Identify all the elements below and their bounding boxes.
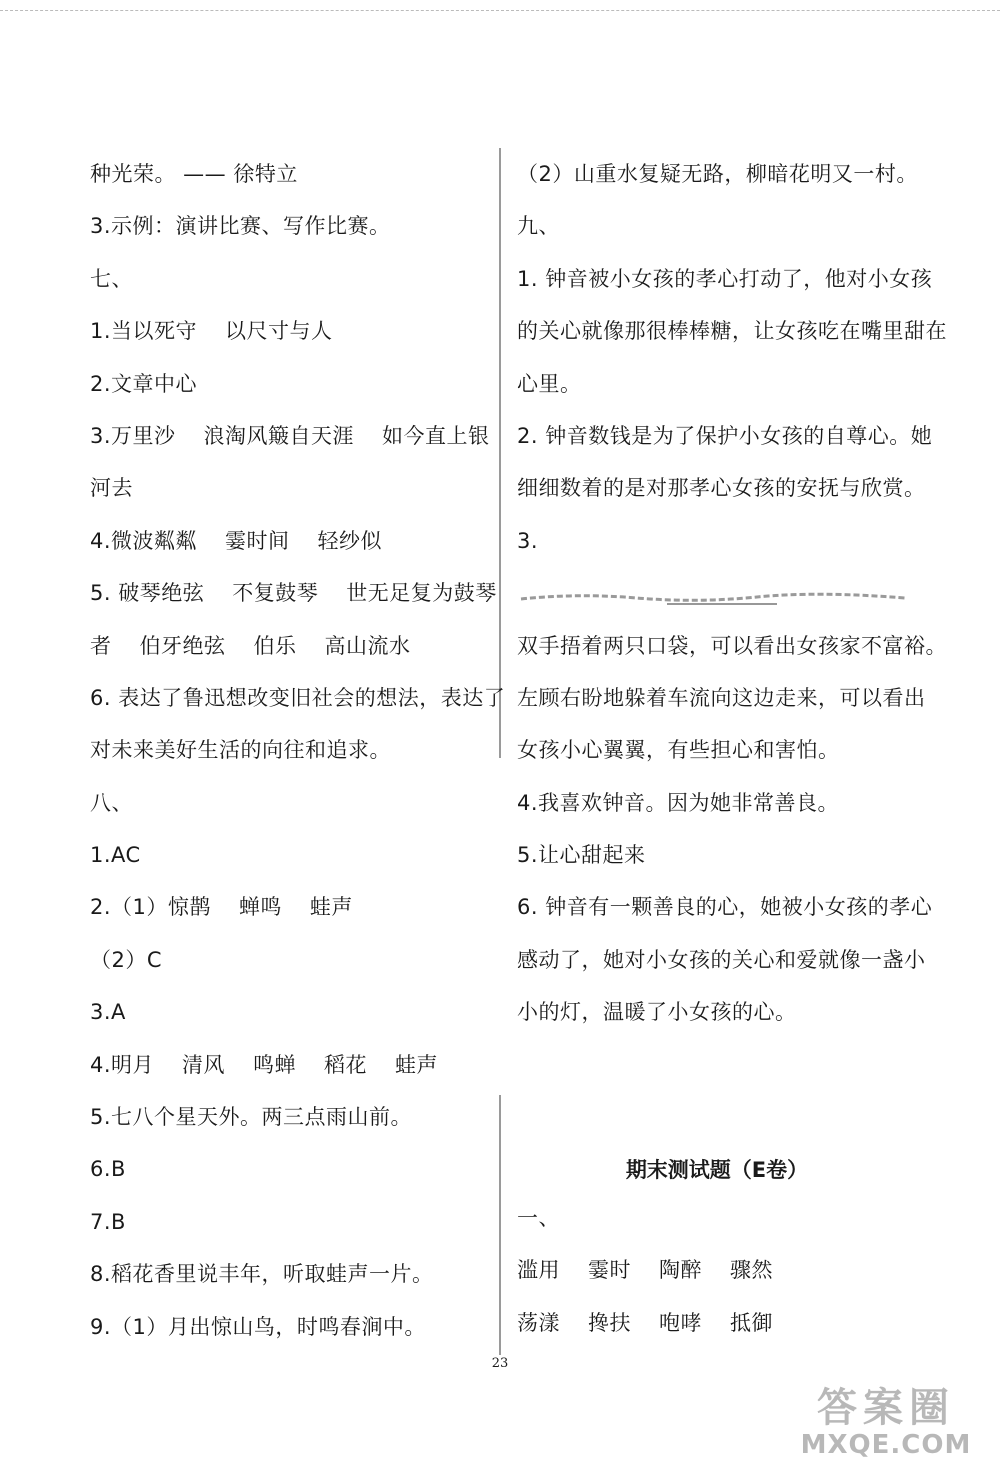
page-number: 23: [491, 1356, 509, 1371]
answer-text: （2）C: [90, 947, 163, 972]
answer-line: [90, 466, 490, 518]
answer-text: 女孩小心翼翼，有些担心和害怕。: [517, 738, 840, 763]
answer-text: 八、: [90, 790, 133, 815]
answer-line: [90, 257, 490, 309]
answer-text: 如今直上银: [382, 423, 490, 448]
answer-text: 滥用: [517, 1258, 560, 1283]
column-divider-upper: [499, 148, 501, 758]
answer-line: [90, 204, 490, 256]
answer-text: 4.我喜欢钟音。因为她非常善良。: [517, 790, 840, 815]
answer-line: [90, 309, 490, 361]
answer-text: 轻纱似: [317, 528, 383, 553]
answer-line: [90, 781, 490, 833]
answer-text: 3.万里沙: [90, 423, 176, 448]
answer-text: 左顾右盼地躲着车流向这边走来，可以看出: [517, 685, 926, 710]
answer-line: [90, 1200, 490, 1252]
answer-text: 心里。: [517, 371, 582, 396]
answer-text: 6. 表达了鲁迅想改变旧社会的想法，表达了: [90, 685, 506, 710]
answer-text: 2.文章中心: [90, 371, 198, 396]
answer-text: 抵御: [730, 1310, 773, 1335]
section-title: 期末测试题（E卷）: [625, 1158, 809, 1182]
answer-line: [90, 1147, 490, 1199]
answer-text: 陶醉: [659, 1258, 702, 1283]
answer-text: 6.B: [90, 1157, 126, 1182]
answer-line: [90, 519, 490, 571]
answer-line: [517, 257, 933, 309]
answer-text: 伯乐: [253, 633, 297, 658]
top-dashed-border: [0, 10, 1000, 11]
answer-text: 3.: [517, 528, 539, 553]
answer-text: 霎时: [588, 1258, 631, 1283]
handwritten-excerpt-scan: [517, 571, 917, 623]
answer-text: 霎时间: [225, 528, 290, 553]
answer-line: [90, 885, 490, 937]
answer-text: 以尺寸与人: [225, 319, 333, 344]
answer-text: 世无足复为鼓琴: [346, 581, 497, 606]
answer-line: [517, 990, 917, 1042]
answer-text: 8.稻花香里说丰年，听取蛙声一片。: [90, 1262, 434, 1287]
answer-text: 浪淘风簸自天涯: [203, 423, 355, 448]
answer-text: 搀扶: [588, 1310, 631, 1335]
answer-text: 1.AC: [90, 843, 141, 868]
answer-line: [517, 152, 917, 204]
answer-text: 河去: [90, 476, 133, 501]
answer-line: [517, 833, 917, 885]
answer-text: 种光荣。 —— 徐特立: [90, 162, 298, 186]
answer-line: [517, 309, 947, 361]
column-divider-lower: [499, 1095, 501, 1355]
answer-text: 4.明月: [90, 1052, 155, 1077]
answer-text: 咆哮: [659, 1310, 702, 1335]
answer-line: [90, 1043, 490, 1095]
right-column: [517, 152, 947, 1043]
answer-text: 高山流水: [324, 633, 411, 658]
answer-line: [90, 833, 490, 885]
answer-text: 4.微波粼粼: [90, 528, 198, 553]
watermark-title: 答案圈: [817, 1385, 955, 1431]
exam-answers-section-1: [517, 1196, 917, 1353]
answer-line: [517, 781, 917, 833]
answer-line: [90, 152, 490, 204]
watermark-url: MXQE.COM: [800, 1430, 972, 1460]
answer-text: 5.让心甜起来: [517, 843, 646, 868]
answer-line: [90, 938, 490, 990]
answer-line: [517, 362, 917, 414]
answer-text: 者: [90, 633, 112, 658]
answer-line: [90, 1095, 490, 1147]
answer-text: 不复鼓琴: [232, 581, 319, 606]
answer-text: （2）山重水复疑无路，柳暗花明又一村。: [517, 162, 918, 186]
answer-line: [90, 571, 497, 623]
answer-line: [90, 414, 490, 466]
answer-line: [90, 362, 490, 414]
answer-line: [90, 624, 490, 676]
answer-line: [90, 728, 490, 780]
answer-line: [90, 676, 506, 728]
answer-text: 双手捂着两只口袋，可以看出女孩家不富裕。: [517, 633, 947, 658]
answer-text: 荡漾: [517, 1310, 560, 1335]
answer-text: 9.（1）月出惊山鸟，时鸣春涧中。: [90, 1314, 426, 1339]
answer-line: [517, 676, 926, 728]
answer-text: 2. 钟音数钱是为了保护小女孩的自尊心。她: [517, 423, 933, 448]
answer-text: 伯牙绝弦: [139, 633, 226, 658]
watermark-logo: [786, 1386, 986, 1460]
answer-text: 5. 破琴绝弦: [90, 581, 205, 606]
answer-text: 鸣蝉: [253, 1052, 297, 1077]
answer-text: 2.（1）惊鹊: [90, 895, 211, 920]
answer-line: [517, 938, 926, 990]
left-column: [90, 152, 506, 1357]
answer-text: 蛙声: [309, 895, 353, 920]
answer-text: 七、: [90, 266, 133, 291]
answer-line: [517, 466, 926, 518]
answer-line: [90, 990, 490, 1042]
answer-text: 稻花: [324, 1052, 368, 1077]
answer-line: [517, 728, 917, 780]
answer-line: [517, 624, 947, 676]
answer-text: 1. 钟音被小女孩的孝心打动了，他对小女孩: [517, 266, 933, 291]
answer-text: 骤然: [730, 1258, 773, 1283]
answer-text: 感动了，她对小女孩的关心和爱就像一盏小: [517, 947, 926, 972]
answer-text: 小的灯，温暖了小女孩的心。: [517, 1000, 797, 1025]
answer-line: [517, 1196, 917, 1248]
answer-line: [517, 414, 933, 466]
answer-text: 的关心就像那很棒棒糖，让女孩吃在嘴里甜在: [517, 319, 947, 344]
answer-line: [517, 885, 933, 937]
answer-text: 蝉鸣: [238, 895, 282, 920]
answer-text: 一、: [517, 1206, 560, 1230]
answer-text: 蛙声: [395, 1052, 439, 1077]
answer-line: [517, 1301, 917, 1353]
answer-text: 6. 钟音有一颗善良的心，她被小女孩的孝心: [517, 895, 933, 920]
answer-text: 7.B: [90, 1209, 126, 1234]
answer-line: [517, 1248, 917, 1300]
answer-text: 3.示例：演讲比赛、写作比赛。: [90, 214, 391, 239]
answer-text: 对未来美好生活的向往和追求。: [90, 738, 391, 763]
answer-text: 3.A: [90, 1000, 126, 1025]
answer-line: [517, 204, 917, 256]
answer-line: [90, 1252, 490, 1304]
answer-text: 清风: [182, 1052, 226, 1077]
answer-text: 细细数着的是对那孝心女孩的安抚与欣赏。: [517, 476, 926, 501]
answer-text: 5.七八个星天外。两三点雨山前。: [90, 1105, 413, 1130]
answer-line: [517, 519, 917, 571]
answer-text: 1.当以死守: [90, 319, 198, 344]
answer-line: [90, 1305, 490, 1357]
answer-text: 九、: [517, 214, 560, 239]
